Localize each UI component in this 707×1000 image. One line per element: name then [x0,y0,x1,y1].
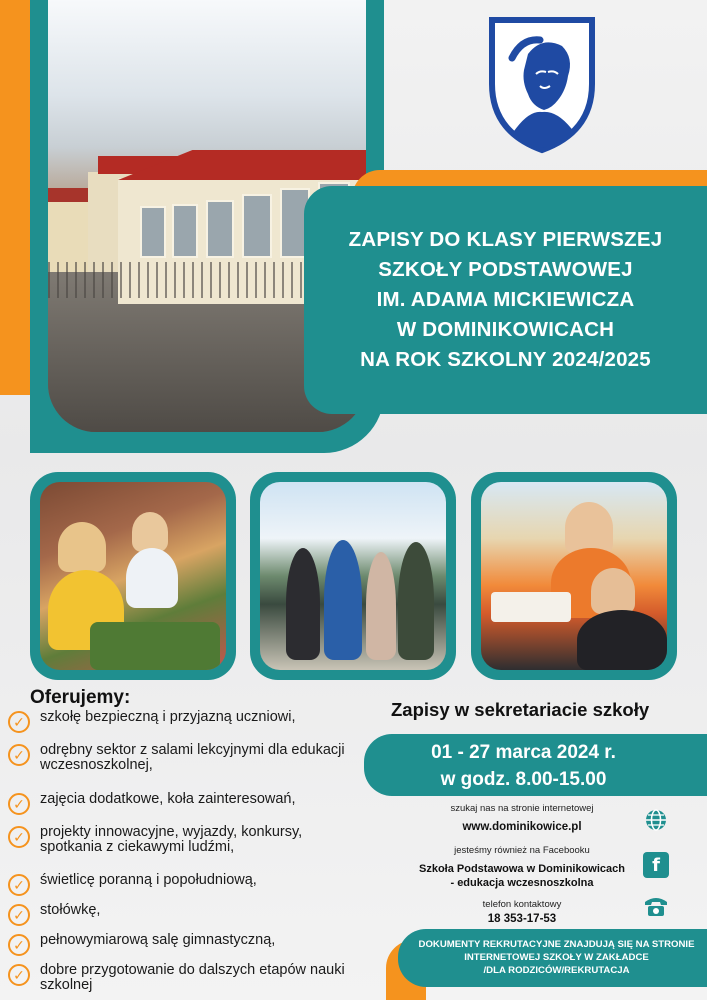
check-circle-icon: ✓ [8,874,30,896]
school-logo-shield [482,14,602,154]
offer-text: pełnowymiarową salę gimnastyczną, [40,932,276,948]
documents-note-line: DOKUMENTY REKRUTACYJNE ZNAJDUJĄ SIĘ NA STRONIE [418,939,695,950]
check-circle-icon: ✓ [8,904,30,926]
offer-text: projekty innowacyjne, wyjazdy, konkursy, spotkania z ciekawymi ludźmi, [40,824,303,855]
title-line: W DOMINIKOWICACH [396,318,615,341]
offer-item [8,792,360,825]
offer-text: świetlicę poranną i popołudniową, [40,872,257,888]
offer-item [8,963,360,997]
check-circle-icon: ✓ [8,744,30,766]
facebook-icon[interactable]: f [643,852,669,878]
decorative-orange-bar [0,0,30,395]
window [172,204,198,258]
window [206,200,234,258]
offer-item [8,873,360,903]
title-line: NA ROK SZKOLNY 2024/2025 [360,348,651,371]
check-circle-icon: ✓ [8,964,30,986]
offers-heading: Oferujemy: [30,687,131,708]
offer-item [8,825,360,873]
facebook-hint: jesteśmy również na Facebooku [454,845,590,856]
title-line: IM. ADAMA MICKIEWICZA [376,288,635,311]
check-circle-icon: ✓ [8,826,30,848]
globe-icon[interactable] [643,807,669,833]
enrollment-dates: 01 - 27 marca 2024 r. [431,742,616,763]
enrollment-heading: Zapisy w sekretariacie szkoły [391,699,650,720]
facebook-page-sub: - edukacja wczesnoszkolna [450,877,594,889]
phone-icon[interactable] [643,893,669,919]
check-circle-icon: ✓ [8,711,30,733]
phone-hint: telefon kontaktowy [482,899,562,910]
offer-item [8,933,360,963]
website-hint: szukaj nas na stronie internetowej [450,803,594,814]
check-circle-icon: ✓ [8,793,30,815]
photo-kids-classroom [471,472,677,680]
offer-text: zajęcia dodatkowe, koła zainteresowań, [40,791,296,807]
title-line: SZKOŁY PODSTAWOWEJ [378,258,633,281]
documents-note-line: /DLA RODZICÓW/REKRUTACJA [483,965,630,976]
enrollment-hours: w godz. 8.00-15.00 [440,769,607,790]
offer-item [8,743,360,792]
documents-note-line: INTERNETOWEJ SZKOŁY W ZAKŁADCE [464,952,649,963]
window [242,194,272,258]
documents-note-banner [398,929,707,987]
offer-text: dobre przygotowanie do dalszych etapów nauki szkolnej [40,962,345,993]
offer-text: odrębny sektor z salami lekcyjnymi dla edukacji wczesnoszkolnej, [40,742,345,773]
photo-kids-trip [250,472,456,680]
page-title [349,225,663,375]
offer-item [8,903,360,933]
offer-text: szkołę bezpieczną i przyjazną uczniowi, [40,709,296,725]
title-line: ZAPISY DO KLASY PIERWSZEJ [348,228,663,251]
title-banner [304,186,707,414]
offers-list [8,710,360,997]
facebook-page-name[interactable]: Szkoła Podstawowa w Dominikowicach [419,863,625,875]
enrollment-dates-banner [364,734,707,796]
offer-item [8,710,360,743]
website-link[interactable]: www.dominikowice.pl [462,821,582,833]
photo-kids-plants [30,472,236,680]
offer-text: stołówkę, [40,902,101,918]
phone-number[interactable]: 18 353-17-53 [487,913,557,925]
fence [48,262,308,298]
window [140,206,166,258]
check-circle-icon: ✓ [8,934,30,956]
